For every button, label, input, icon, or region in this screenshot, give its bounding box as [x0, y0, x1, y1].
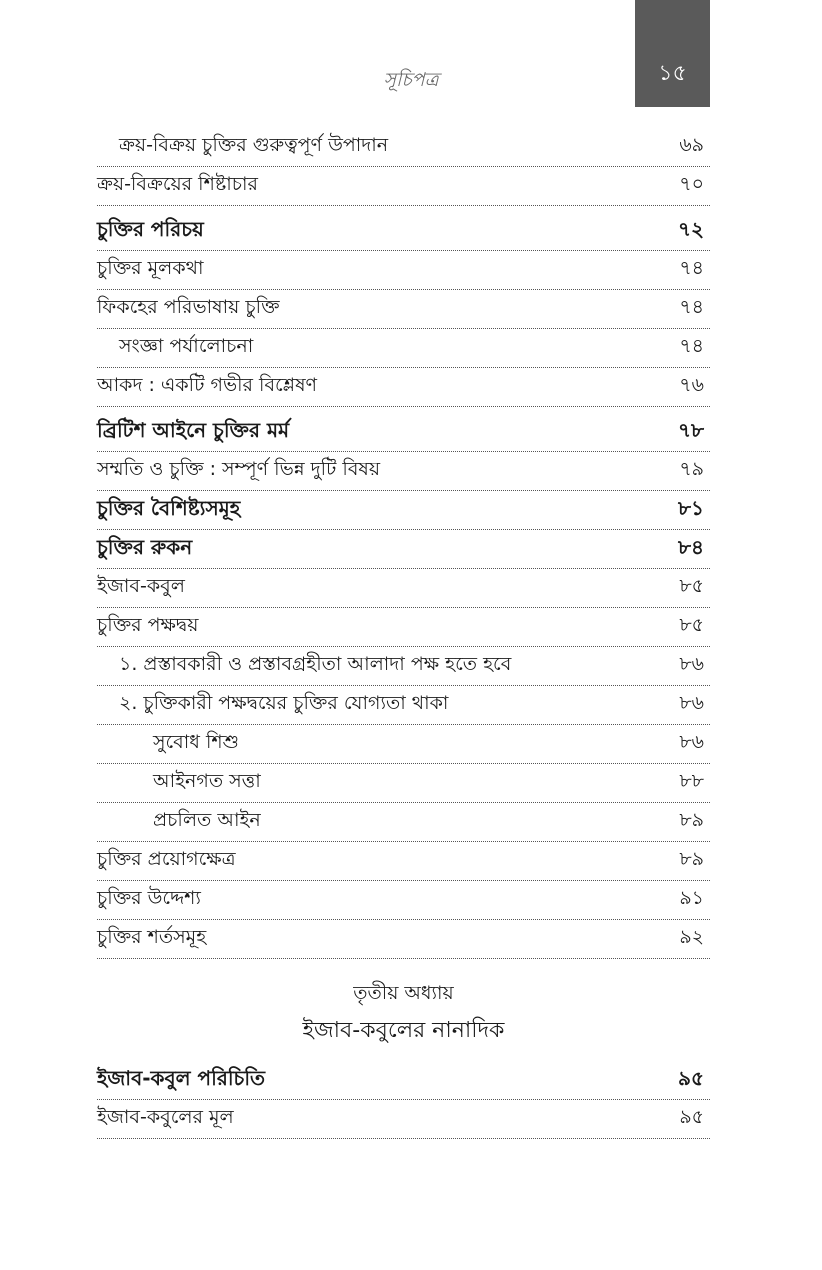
toc-entry-title: চুক্তির পরিচয়: [97, 216, 204, 241]
toc-entry: [97, 290, 710, 329]
toc-entry: [97, 329, 710, 368]
toc-entry-page: ৮৬: [679, 731, 704, 753]
toc-entry-page: ৮৪: [678, 534, 704, 559]
toc-entry-page: ৬৯: [679, 134, 704, 156]
toc-entry-title: ২. চুক্তিকারী পক্ষদ্বয়ের চুক্তির যোগ্যতা থাকা: [119, 692, 449, 714]
toc-entry: [97, 491, 710, 530]
toc-entry-page: ৮৬: [679, 692, 704, 714]
toc-entry: [97, 167, 710, 206]
toc-entry-title: ব্রিটিশ আইনে চুক্তির মর্ম: [97, 417, 290, 442]
toc-entry-page: ৯৫: [679, 1106, 704, 1128]
toc-entry-title: চুক্তির বৈশিষ্ট্যসমূহ: [97, 495, 241, 520]
toc-entry-title: সংজ্ঞা পর্যালোচনা: [119, 335, 254, 357]
toc-entry-page: ৮১: [678, 495, 704, 520]
page-number: ১৫: [658, 61, 687, 86]
toc-entry-title: প্রচলিত আইন: [153, 809, 261, 831]
toc-entry: [97, 608, 710, 647]
toc-entry-page: ৮৮: [679, 770, 704, 792]
table-of-contents: [97, 128, 710, 1139]
toc-entry-page: ৯২: [679, 926, 704, 948]
toc-entry-page: ৭২: [677, 216, 704, 241]
toc-entry: [97, 686, 710, 725]
toc-entry-page: ৮৯: [679, 848, 704, 870]
toc-entry-title: ১. প্রস্তাবকারী ও প্রস্তাবগ্রহীতা আলাদা পক্ষ হতে হবে: [119, 653, 512, 675]
toc-entry-page: ৮৫: [679, 575, 704, 597]
toc-entry-page: ৯৫: [678, 1065, 704, 1090]
toc-entry: [97, 413, 710, 452]
toc-entry: [97, 725, 710, 764]
toc-entry: [97, 1100, 710, 1139]
toc-entry-title: ফিকহের পরিভাষায় চুক্তি: [97, 296, 280, 318]
toc-entry-title: সুবোধ শিশু: [153, 731, 239, 753]
toc-entry-title: চুক্তির শর্তসমূহ: [97, 926, 207, 948]
toc-entry: [97, 128, 710, 167]
toc-entry-title: চুক্তির পক্ষদ্বয়: [97, 614, 199, 636]
toc-section-top: [97, 128, 710, 959]
toc-entry-title: ইজাব-কবুলের মূল: [97, 1106, 234, 1128]
toc-entry-title: চুক্তির প্রয়োগক্ষেত্র: [97, 848, 236, 870]
toc-entry: [97, 452, 710, 491]
toc-entry-title: ক্রয়-বিক্রয়ের শিষ্টাচার: [97, 173, 258, 195]
toc-entry-title: ইজাব-কবুল: [97, 575, 185, 597]
chapter-label: তৃতীয় অধ্যায়: [353, 982, 454, 1004]
toc-entry: [97, 368, 710, 407]
toc-entry-title: আকদ : একটি গভীর বিশ্লেষণ: [97, 374, 318, 396]
toc-entry-page: ৭০: [679, 173, 704, 195]
toc-entry-page: ৭৬: [679, 374, 704, 396]
toc-entry-title: ক্রয়-বিক্রয় চুক্তির গুরুত্বপূর্ণ উপাদান: [119, 134, 389, 156]
toc-entry: [97, 764, 710, 803]
toc-entry-page: ৭৪: [679, 257, 704, 279]
toc-entry-page: ৭৯: [679, 458, 704, 480]
toc-entry: [97, 842, 710, 881]
toc-entry: [97, 251, 710, 290]
toc-entry: [97, 530, 710, 569]
toc-entry: [97, 881, 710, 920]
toc-entry-page: ৮৯: [679, 809, 704, 831]
toc-entry-page: ৭৪: [679, 335, 704, 357]
toc-section-bottom: [97, 1061, 710, 1139]
running-head: সূচিপত্র: [383, 69, 439, 91]
toc-entry-page: ৭৪: [679, 296, 704, 318]
toc-entry-title: সম্মতি ও চুক্তি : সম্পূর্ণ ভিন্ন দুটি বিষয়: [97, 458, 381, 480]
toc-entry-page: ৮৫: [679, 614, 704, 636]
chapter-title: ইজাব-কবুলের নানাদিক: [302, 1018, 505, 1043]
toc-entry: [97, 212, 710, 251]
toc-entry-page: ৮৬: [679, 653, 704, 675]
toc-entry: [97, 803, 710, 842]
toc-entry: [97, 569, 710, 608]
toc-entry-title: আইনগত সত্তা: [153, 770, 261, 792]
toc-entry-title: ইজাব-কবুল পরিচিতি: [97, 1065, 266, 1090]
toc-entry-page: ৯১: [679, 887, 704, 909]
toc-entry-title: চুক্তির রুকন: [97, 534, 193, 559]
toc-entry-page: ৭৮: [678, 417, 704, 442]
toc-entry: [97, 920, 710, 959]
toc-entry-title: চুক্তির মূলকথা: [97, 257, 204, 279]
toc-entry-title: চুক্তির উদ্দেশ্য: [97, 887, 201, 909]
toc-entry: [97, 1061, 710, 1100]
toc-entry: [97, 647, 710, 686]
